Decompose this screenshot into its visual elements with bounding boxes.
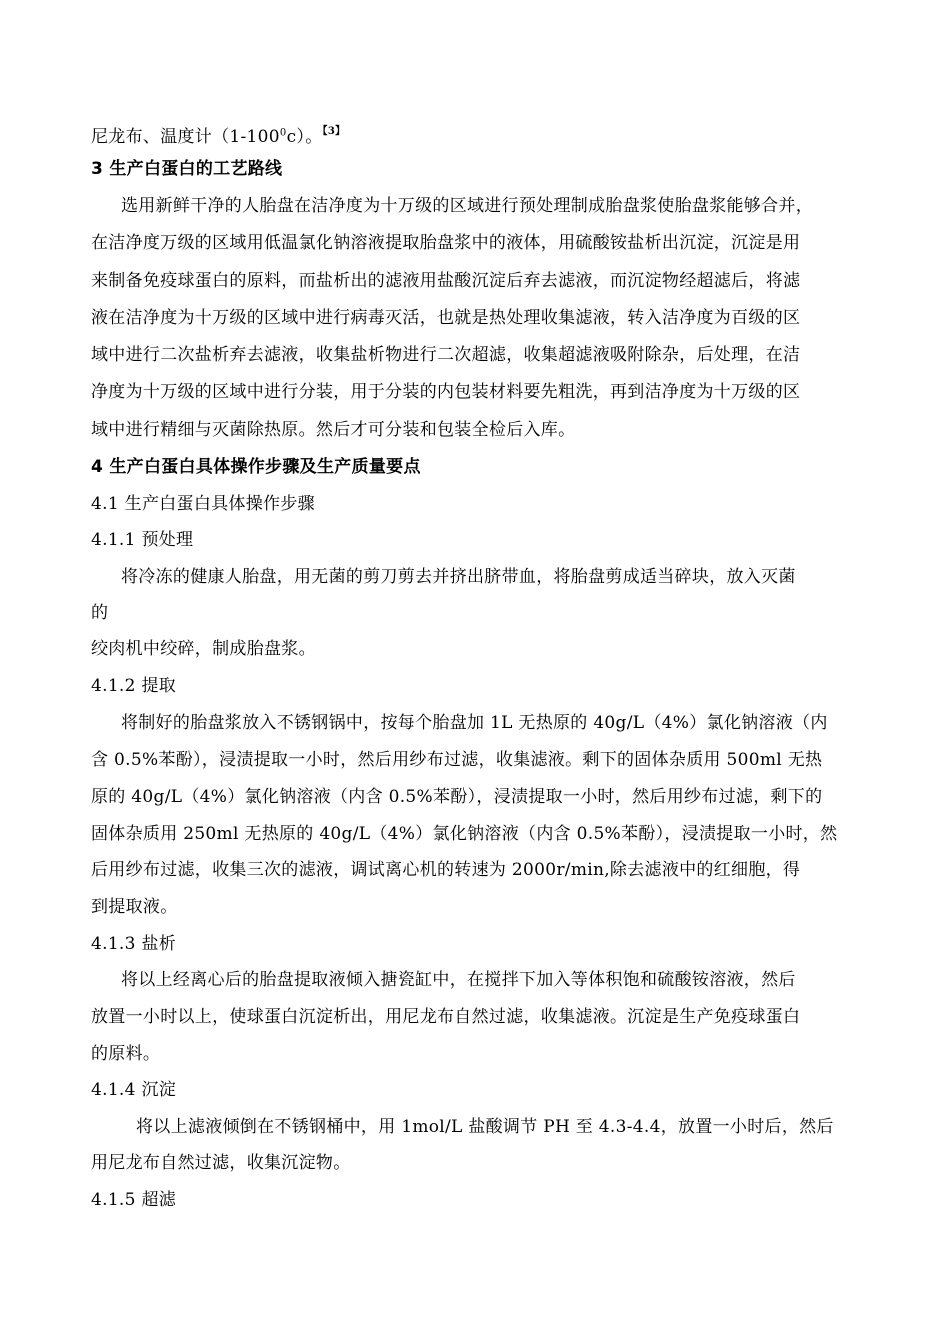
subsection-4-1-2-line: 后用纱布过滤，收集三次的滤液，调试离心机的转速为 2000r/min,除去滤液中的红细胞，得 [91, 860, 801, 880]
section-3-line: 域中进行精细与灭菌除热原。然后才可分装和包装全检后入库。 [91, 420, 576, 440]
subsection-4-1-5-title: 4.1.5 超滤 [91, 1190, 177, 1210]
intro-prefix: 尼龙布、温度计（1-100 [91, 127, 280, 147]
subsection-4-1-1-title: 4.1.1 预处理 [91, 530, 194, 550]
section-3-heading: 3 生产白蛋白的工艺路线 [91, 159, 283, 179]
section-3-line: 来制备免疫球蛋白的原料，而盐析出的滤液用盐酸沉淀后弃去滤液，而沉淀物经超滤后，将滤 [91, 271, 801, 291]
subsection-4-1-4-title: 4.1.4 沉淀 [91, 1080, 177, 1100]
section-4-heading: 4 生产白蛋白具体操作步骤及生产质量要点 [91, 457, 421, 477]
intro-suffix: c）。 [286, 127, 323, 147]
subsection-4-1-3-title: 4.1.3 盐析 [91, 934, 177, 954]
subsection-4-1-2-line: 将制好的胎盘浆放入不锈钢锅中，按每个胎盘加 1L 无热原的 40g/L（4%）氯化钠溶液（内 [121, 713, 828, 733]
subsection-4-1-4-line: 将以上滤液倾倒在不锈钢桶中，用 1mol/L 盐酸调节 PH 至 4.3-4.4，放置一小时后，然后 [136, 1117, 834, 1137]
subsection-4-1-2-line: 到提取液。 [91, 897, 178, 917]
subsection-4-1-3-line: 将以上经离心后的胎盘提取液倾入搪瓷缸中，在搅拌下加入等体积饱和硫酸铵溶液，然后 [121, 970, 796, 990]
subsection-4-1-1-line: 绞肉机中绞碎，制成胎盘浆。 [91, 639, 316, 659]
subsection-4-1-3-line: 的原料。 [91, 1044, 161, 1064]
subsection-4-1-2-line: 固体杂质用 250ml 无热原的 40g/L（4%）氯化钠溶液（内含 0.5%苯酚），浸渍提取一小时，然 [91, 824, 838, 844]
reference-marker: 【3】 [322, 126, 346, 137]
subsection-4-1-1-line: 将冷冻的健康人胎盘，用无菌的剪刀剪去并挤出脐带血，将胎盘剪成适当碎块，放入灭菌 [121, 567, 796, 587]
section-3-line: 在洁净度万级的区域用低温氯化钠溶液提取胎盘浆中的液体，用硫酸铵盐析出沉淀，沉淀是用 [91, 233, 801, 253]
intro-superscript: 0 [279, 127, 287, 139]
subsection-4-1-2-line: 原的 40g/L（4%）氯化钠溶液（内含 0.5%苯酚），浸渍提取一小时，然后用纱布过滤，剩下的 [91, 787, 823, 807]
subsection-4-1-4-line: 用尼龙布自然过滤，收集沉淀物。 [91, 1153, 351, 1173]
subsection-4-1-1-line: 的 [91, 603, 109, 623]
section-3-line: 域中进行二次盐析弃去滤液，收集盐析物进行二次超滤，收集超滤液吸附除杂，后处理，在洁 [91, 345, 801, 365]
section-3-line: 液在洁净度为十万级的区域中进行病毒灭活，也就是热处理收集滤液，转入洁净度为百级的区 [91, 308, 801, 328]
subsection-4-1-2-line: 含 0.5%苯酚），浸渍提取一小时，然后用纱布过滤，收集滤液。剩下的固体杂质用 500ml 无热 [91, 750, 823, 770]
section-3-line: 净度为十万级的区域中进行分装，用于分装的内包装材料要先粗洗，再到洁净度为十万级的区 [91, 382, 801, 402]
subsection-4-1-3-line: 放置一小时以上，使球蛋白沉淀析出，用尼龙布自然过滤，收集滤液。沉淀是生产免疫球蛋白 [91, 1007, 801, 1027]
section-3-line: 选用新鲜干净的人胎盘在洁净度为十万级的区域进行预处理制成胎盘浆使胎盘浆能够合并， [121, 196, 813, 216]
subsection-4-1-2-title: 4.1.2 提取 [91, 676, 177, 696]
subsection-4-1-title: 4.1 生产白蛋白具体操作步骤 [91, 494, 315, 514]
intro-line [91, 122, 345, 147]
